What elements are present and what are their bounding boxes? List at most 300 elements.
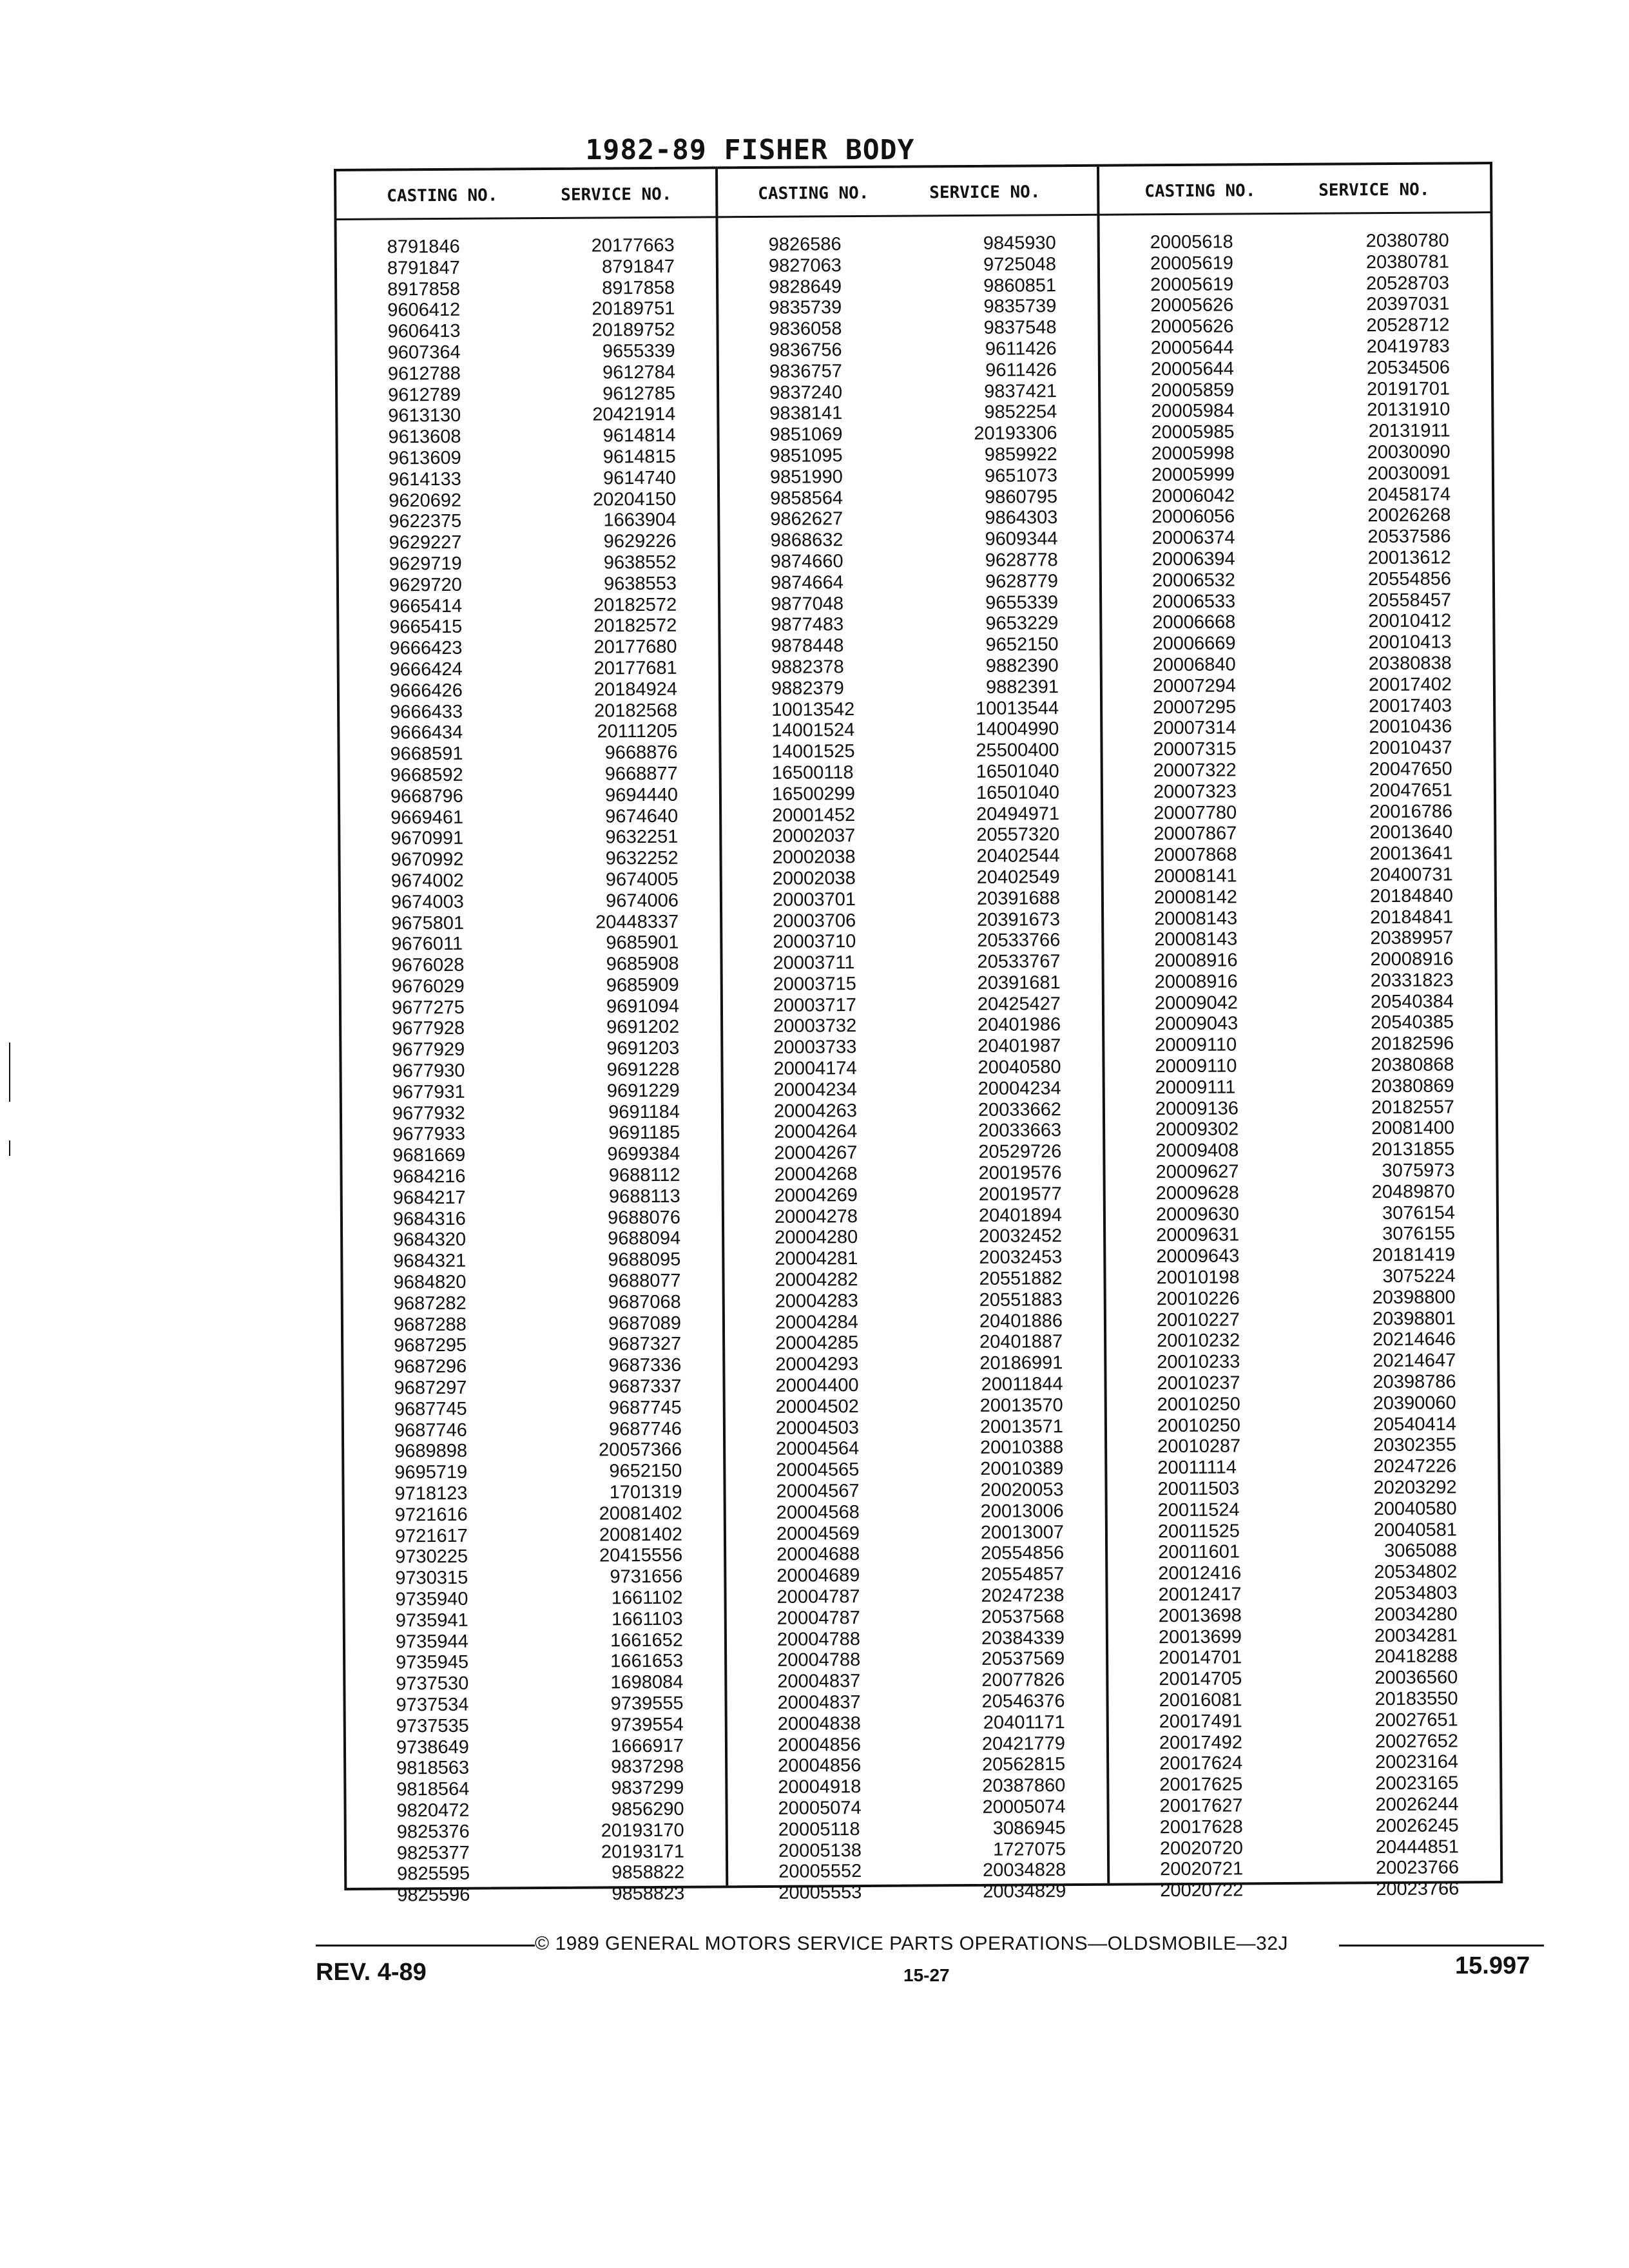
table-row [1110,1836,1500,1860]
table-row [342,1059,720,1082]
service-no-cell: 9611426 [985,359,1057,381]
table-row [1106,1265,1496,1289]
service-no-cell: 20384339 [981,1627,1065,1649]
service-no-cell: 20389957 [1370,927,1454,949]
service-no-cell: 9837421 [984,380,1057,402]
casting-no-cell: 20010232 [1157,1330,1240,1352]
service-no-cell: 9685908 [606,953,679,975]
casting-no-cell: 20002038 [772,847,856,868]
casting-no-cell: 20009302 [1155,1119,1239,1140]
service-no-cell: 20401887 [979,1331,1063,1353]
service-no-cell: 20419783 [1366,336,1450,358]
casting-no-cell: 9837240 [769,381,843,403]
casting-no-cell: 20002037 [772,825,856,847]
casting-no-cell: 9687296 [394,1356,467,1378]
service-no-cell: 9691185 [608,1122,680,1144]
service-no-cell: 9739555 [610,1693,684,1715]
table-row [1104,864,1494,887]
table-row [724,1078,1103,1101]
table-row [722,761,1101,784]
service-no-cell: 3086945 [992,1817,1066,1839]
casting-no-cell: 20004788 [776,1628,861,1650]
table-row [338,425,717,448]
service-no-cell: 9674006 [605,890,679,912]
casting-no-cell: 9666433 [390,701,463,723]
casting-no-cell: 20004856 [778,1755,862,1777]
service-no-cell: 20040580 [1373,1498,1457,1519]
casting-no-cell: 20004568 [776,1501,860,1523]
service-no-cell: 9688094 [608,1228,681,1249]
service-no-cell: 20562815 [982,1754,1066,1776]
service-no-cell: 1666917 [610,1735,684,1756]
service-no-cell: 20034828 [983,1860,1066,1881]
casting-no-cell: 20020720 [1159,1837,1244,1859]
table-row [1101,463,1492,486]
table-row [346,1798,725,1821]
casting-no-cell: 20005626 [1150,294,1234,316]
casting-no-cell: 20001452 [772,804,856,826]
casting-no-cell: 20008916 [1154,950,1238,972]
casting-no-cell: 20006533 [1152,591,1236,612]
casting-no-cell: 9721617 [394,1525,468,1547]
casting-no-cell: 14001525 [771,741,855,762]
casting-no-cell: 20009628 [1155,1182,1239,1204]
table-row [1103,653,1493,676]
service-no-cell: 20401894 [978,1204,1063,1226]
table-row [1100,293,1490,316]
service-no-cell: 20558457 [1367,589,1452,611]
service-no-cell: 20247238 [981,1585,1065,1606]
casting-no-cell: 20010227 [1156,1309,1240,1331]
casting-no-cell: 8791846 [387,236,460,258]
table-row [1108,1519,1498,1542]
casting-no-cell: 20005618 [1150,231,1233,253]
table-row [1106,1329,1497,1352]
table-row [1107,1477,1498,1500]
service-no-cell: 20019577 [978,1183,1062,1205]
casting-no-cell: 9687295 [394,1335,467,1356]
service-no-cell: 1701319 [609,1481,682,1503]
table-row [347,1883,726,1906]
casting-no-cell: 20005998 [1151,443,1235,465]
table-row [342,1122,721,1146]
casting-no-cell: 20007314 [1153,717,1237,739]
casting-no-cell: 9613609 [388,447,461,469]
service-no-cell: 20214646 [1373,1329,1456,1350]
table-row [1102,568,1492,591]
table-row [718,274,1097,298]
casting-no-cell: 20004837 [777,1692,861,1713]
service-no-cell: 9691229 [606,1080,680,1102]
casting-no-cell: 9607364 [387,341,461,363]
table-row [344,1461,723,1484]
table-row [346,1756,725,1780]
table-row [1109,1731,1499,1754]
casting-no-cell: 9825595 [397,1863,470,1885]
table-row [724,1184,1103,1207]
casting-no-cell: 20008141 [1153,865,1237,887]
table-row [340,805,719,829]
table-row [1109,1751,1499,1774]
table-row [721,655,1100,678]
service-no-cell: 20189751 [592,298,675,320]
table-row [341,869,720,892]
casting-no-cell: 9687288 [393,1314,467,1336]
casting-no-cell: 9835739 [769,297,842,319]
casting-no-cell: 9825377 [396,1842,470,1864]
service-no-cell: 1661102 [611,1587,683,1609]
service-no-cell: 20034281 [1374,1624,1458,1646]
service-no-cell: 20013612 [1367,547,1451,569]
table-row [343,1249,722,1273]
table-row [723,1035,1102,1059]
service-no-cell: 20400731 [1369,864,1453,886]
service-no-cell: 20010412 [1368,610,1452,632]
service-no-cell: 20421779 [981,1733,1066,1754]
casting-no-cell: 20017627 [1159,1795,1243,1817]
table-row [343,1270,722,1293]
casting-no-cell: 20004564 [776,1438,860,1460]
table-row [1106,1181,1496,1204]
casting-no-cell: 20009631 [1156,1224,1240,1246]
column-header-row [336,169,715,220]
service-no-cell: 9655339 [985,591,1059,613]
service-no-cell: 9835739 [983,296,1057,318]
table-row [338,488,717,512]
casting-no-cell: 9687297 [394,1377,467,1399]
table-row [1109,1794,1499,1817]
casting-no-cell: 9818564 [396,1778,470,1800]
service-no-cell: 20027652 [1374,1730,1459,1752]
service-no-cell: 20131911 [1368,420,1451,442]
casting-no-cell: 9684820 [393,1271,467,1293]
casting-no-cell: 9670992 [390,849,464,870]
table-row [727,1691,1106,1714]
table-row [1101,484,1492,507]
service-no-cell: 20554857 [981,1564,1065,1586]
table-row [1104,991,1495,1014]
table-rows [1100,230,1501,1902]
service-no-cell: 9860851 [983,274,1057,296]
service-no-cell: 20247226 [1373,1456,1457,1477]
table-row [718,233,1097,256]
page-number: 15-27 [903,1965,950,1985]
service-no-cell: 20033663 [978,1120,1062,1142]
table-row [1101,336,1491,359]
table-row [1103,780,1494,803]
service-no-cell: 9612784 [602,361,676,383]
service-no-cell: 20182596 [1371,1033,1454,1055]
casting-no-cell: 20004285 [775,1332,859,1354]
casting-no-cell: 20011524 [1157,1499,1240,1521]
table-row [1105,1139,1496,1162]
service-no-cell: 20448337 [595,911,679,933]
table-row [340,678,718,702]
service-no-cell: 9687089 [608,1312,682,1334]
service-no-cell: 20380869 [1371,1075,1454,1097]
table-row [1109,1709,1499,1733]
casting-no-cell: 9820472 [396,1800,470,1821]
table-row [725,1352,1104,1376]
service-no-cell: 20398801 [1372,1308,1456,1329]
casting-no-cell: 9666434 [390,722,463,744]
service-no-cell: 3075224 [1382,1265,1456,1287]
casting-no-cell: 20010198 [1156,1267,1240,1289]
table-row [723,1057,1102,1080]
service-no-cell: 20387860 [982,1775,1066,1797]
casting-no-cell: 20004282 [775,1269,858,1291]
table-row [728,1860,1107,1883]
casting-no-cell: 20003717 [773,994,857,1016]
service-no-cell: 9688112 [608,1164,680,1186]
service-no-cell: 20540384 [1370,991,1454,1012]
section-number: 15.997 [1455,1952,1530,1979]
service-no-cell: 20391681 [977,972,1061,994]
service-no-cell: 9612785 [602,383,676,405]
casting-no-cell: 9735941 [395,1610,468,1631]
service-no-cell: 20016786 [1369,800,1453,822]
service-no-cell: 9687336 [608,1354,682,1376]
service-no-cell: 20489870 [1371,1181,1455,1203]
table-row [1100,314,1490,338]
table-row [339,637,718,660]
casting-no-cell: 9620692 [389,490,462,512]
table-row [337,256,716,279]
casting-no-cell: 20005644 [1150,337,1234,359]
service-no-cell: 20032452 [979,1225,1063,1247]
service-no-cell: 20421914 [592,404,676,425]
table-row [337,298,716,322]
service-no-cell: 20010436 [1369,716,1452,738]
service-no-cell: 20380781 [1365,251,1450,273]
service-no-cell: 9725048 [983,253,1057,275]
casting-no-cell: 20003706 [773,910,856,932]
service-no-cell: 9674005 [605,869,679,890]
table-row [720,550,1099,573]
service-no-cell: 9691203 [606,1038,680,1059]
casting-no-cell: 20013698 [1158,1605,1242,1627]
service-no-cell: 9653229 [985,613,1059,635]
service-no-cell: 3076155 [1382,1223,1456,1245]
casting-no-cell: 9737530 [396,1673,469,1695]
table-row [721,697,1100,720]
service-no-cell: 20444851 [1375,1836,1460,1858]
service-no-cell: 20391688 [976,887,1061,909]
service-no-cell: 1661103 [611,1608,683,1630]
table-row [1108,1646,1499,1669]
table-row [345,1693,724,1716]
casting-no-cell: 20007295 [1153,696,1237,718]
service-no-cell: 20177663 [591,235,675,256]
page-title: 1982-89 FISHER BODY [585,134,915,166]
column-header-row [1099,164,1490,216]
casting-no-cell: 16500118 [771,762,854,783]
service-no-cell: 9652150 [609,1460,682,1482]
service-no-cell: 20081402 [599,1503,682,1524]
service-no-cell: 9614740 [602,467,677,489]
service-no-cell: 20557320 [976,824,1060,846]
footer-copyright: © 1989 GENERAL MOTORS SERVICE PARTS OPERATIONS—OLDSMOBILE—32J [535,1933,1289,1954]
table-row [1101,357,1491,380]
service-no-cell: 9687327 [608,1334,682,1355]
table-row [727,1669,1106,1693]
service-no-cell: 20204150 [593,488,677,510]
service-no-cell: 9691094 [606,995,680,1017]
service-no-cell: 1661652 [610,1629,684,1651]
service-no-cell: 20081402 [599,1524,683,1546]
table-row [718,317,1097,340]
casting-no-cell: 20009643 [1156,1245,1240,1267]
service-no-cell: 20010388 [980,1437,1064,1459]
casting-no-cell: 20004268 [774,1164,858,1185]
table-row [347,1820,726,1843]
casting-no-cell: 9606412 [387,300,461,321]
service-no-cell: 9638552 [603,552,677,573]
table-row [343,1355,722,1378]
casting-no-cell: 20003710 [773,931,856,953]
service-no-cell: 20533766 [977,930,1061,952]
table-row [720,507,1099,530]
service-no-cell: 9632251 [605,827,679,848]
table-row [341,890,720,913]
table-row [726,1416,1104,1439]
casting-no-cell: 9874664 [770,572,843,593]
table-row [1108,1604,1499,1627]
table-row [344,1418,723,1441]
service-no-cell: 9837548 [983,317,1057,339]
casting-no-cell: 20005553 [778,1882,862,1903]
casting-no-cell: 20002038 [772,867,856,889]
table-row [343,1376,722,1399]
table-row [1107,1414,1498,1437]
table-row [346,1778,725,1801]
service-no-cell: 9687337 [608,1376,682,1398]
service-no-cell: 9652150 [985,634,1059,655]
casting-no-cell: 20010233 [1157,1351,1240,1373]
service-no-cell: 10013544 [976,697,1059,719]
table-row [344,1439,723,1463]
casting-no-cell: 9877048 [771,593,844,615]
service-no-cell: 16501040 [976,761,1059,782]
service-no-cell: 20418288 [1374,1646,1458,1667]
service-no-cell: 9685901 [606,932,679,954]
casting-no-cell: 9629227 [389,532,462,553]
table-row [721,718,1100,742]
table-row [1106,1308,1497,1331]
casting-no-cell: 20007323 [1153,781,1237,802]
service-no-cell: 20020053 [980,1479,1064,1501]
casting-no-cell: 20005074 [778,1798,862,1819]
service-no-cell: 20193171 [601,1841,685,1863]
table-row [1100,273,1490,296]
casting-no-cell: 9612789 [388,384,461,406]
casting-no-cell: 9882378 [771,657,844,678]
casting-no-cell: 9735945 [396,1652,469,1673]
table-row [1101,505,1492,528]
table-row [720,613,1099,636]
service-no-cell: 20302355 [1373,1434,1457,1456]
table-rows [337,235,726,1906]
table-row [722,951,1101,974]
service-no-cell: 20540385 [1370,1012,1454,1033]
table-row [725,1374,1104,1397]
casting-no-cell: 20005644 [1150,358,1235,380]
table-row [727,1627,1106,1650]
table-row [338,510,717,533]
service-no-cell: 14004990 [976,718,1059,740]
service-no-cell: 20331823 [1370,970,1454,992]
service-no-cell: 20013640 [1369,822,1453,843]
service-no-cell: 20191701 [1366,378,1451,399]
table-row [340,657,718,680]
casting-no-cell: 9629719 [389,553,462,575]
table-row [346,1714,725,1737]
casting-no-cell: 9738649 [396,1736,469,1758]
service-no-cell: 8791847 [601,256,675,278]
service-no-cell: 20013006 [980,1500,1064,1522]
casting-no-cell: 20007780 [1153,802,1237,823]
casting-no-cell: 20007294 [1152,675,1237,697]
service-no-cell: 20027651 [1374,1709,1458,1731]
table-row [721,676,1100,699]
table-row [340,742,718,765]
table-row [1100,251,1490,274]
table-row [1103,674,1493,697]
service-no-cell: 20010437 [1369,737,1452,759]
casting-no-cell: 20009042 [1154,992,1239,1014]
casting-no-cell: 20008143 [1154,928,1238,950]
service-no-cell: 9856290 [611,1798,684,1820]
casting-no-cell: 9674002 [390,870,464,892]
casting-no-cell: 20004263 [773,1100,858,1122]
service-no-cell: 20554856 [981,1542,1065,1564]
table-row [338,446,717,469]
casting-no-cell: 20005138 [778,1840,862,1861]
table-row [726,1395,1104,1418]
service-no-cell: 20528712 [1366,314,1450,336]
service-no-cell: 20182557 [1371,1097,1455,1118]
service-no-cell: 9837299 [611,1777,684,1799]
casting-no-cell: 9606413 [387,320,461,342]
casting-no-cell: 9677929 [392,1039,465,1061]
casting-no-cell: 20009136 [1155,1098,1239,1119]
casting-no-cell: 9825376 [396,1821,470,1843]
table-row [724,1204,1103,1227]
table-row [343,1334,722,1357]
casting-no-header: CASTING NO. [387,186,498,206]
casting-no-cell: 20012417 [1158,1584,1242,1606]
casting-no-cell: 20011114 [1157,1457,1237,1479]
service-no-cell: 20011844 [981,1374,1063,1395]
service-no-cell: 9859922 [984,444,1057,465]
service-no-cell: 9882391 [985,676,1059,698]
table-row [342,995,720,1019]
casting-no-cell: 20010226 [1156,1288,1240,1310]
margin-mark [9,1140,10,1156]
table-row [345,1566,724,1590]
table-row [345,1651,724,1674]
casting-no-cell: 9666424 [389,658,463,680]
table-row [727,1648,1106,1671]
table-row [719,360,1098,383]
table-row [718,254,1097,277]
service-no-cell: 20380780 [1365,230,1449,252]
table-row [720,486,1099,509]
casting-no-cell: 20005118 [778,1818,860,1840]
table-row [722,887,1101,910]
casting-no-cell: 20008916 [1154,971,1238,993]
casting-no-cell: 20004688 [776,1544,860,1566]
